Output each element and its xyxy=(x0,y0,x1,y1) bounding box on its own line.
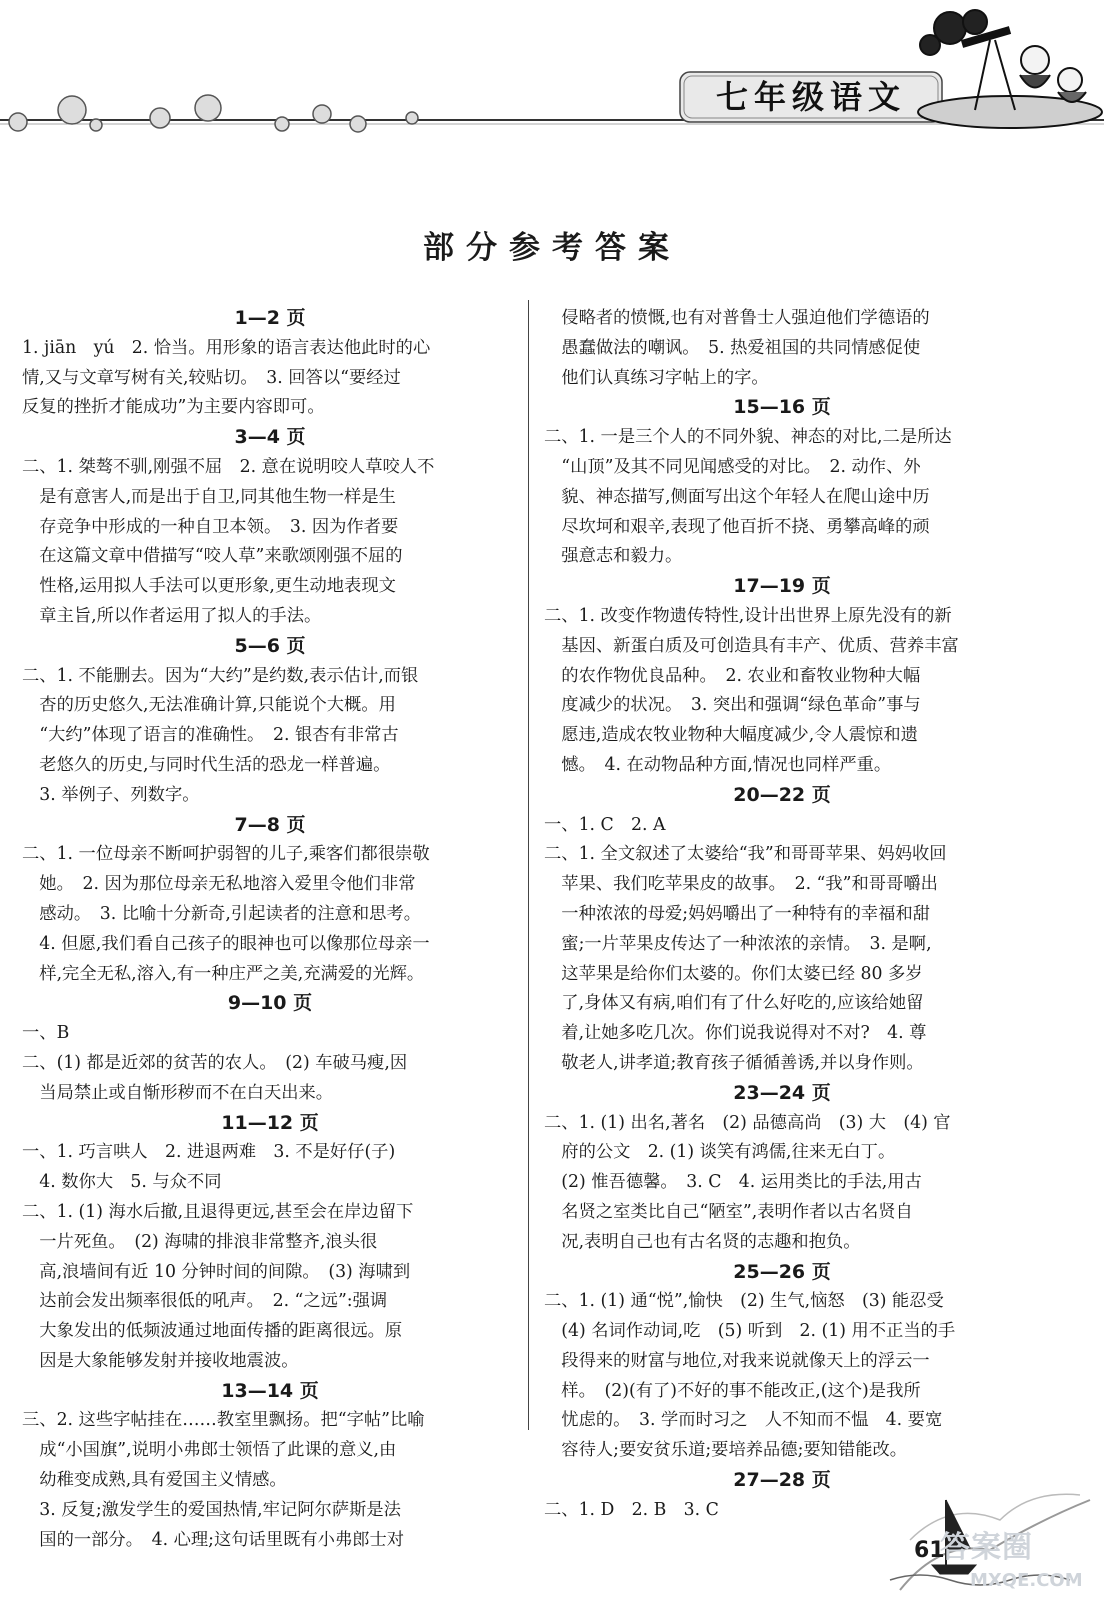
answer-line: 感动。 3. 比喻十分新奇,引起读者的注意和思考。 xyxy=(22,903,422,924)
answer-line: 基因、新蛋白质及可创造具有丰产、优质、营养丰富 xyxy=(544,635,959,656)
answer-line: 况,表明自己也有古名贤的志趣和抱负。 xyxy=(544,1231,861,1252)
section-heading: 15—16 页 xyxy=(733,396,831,419)
answer-line: 这苹果是给你们太婆的。你们太婆已经 80 多岁 xyxy=(544,963,923,984)
section-heading: 5—6 页 xyxy=(234,634,306,657)
answer-line: 1. jiān yú 2. 恰当。用形象的语言表达他此时的心 xyxy=(22,337,431,358)
answer-line: 一、B xyxy=(22,1023,70,1044)
answer-line: 反复的挫折才能成功”为主要内容即可。 xyxy=(22,397,325,418)
section-heading: 20—22 页 xyxy=(733,783,831,806)
answer-line: 了,身体又有病,咱们有了什么好吃的,应该给她留 xyxy=(544,993,924,1014)
answer-line: 二、1. 改变作物遗传特性,设计出世界上原先没有的新 xyxy=(544,605,952,626)
answer-line: 国的一部分。 4. 心理;这句话里既有小弗郎士对 xyxy=(22,1529,405,1550)
answer-line: 愚蠢做法的嘲讽。 5. 热爱祖国的共同情感促使 xyxy=(544,337,921,358)
answer-line: 当局禁止或自惭形秽而不在白天出来。 xyxy=(22,1082,334,1103)
answer-line: 苹果、我们吃苹果皮的故事。 2. “我”和哥哥嚼出 xyxy=(544,874,938,895)
answer-line: 幼稚变成熟,具有爱国主义情感。 xyxy=(22,1470,287,1491)
answer-line: 存竞争中形成的一种自卫本领。 3. 因为作者要 xyxy=(22,516,399,537)
answer-line: 他们认真练习字帖上的字。 xyxy=(544,367,769,388)
answer-line: 二、1. (1) 通“悦”,愉快 (2) 生气,恼怒 (3) 能忍受 xyxy=(544,1291,944,1312)
watermark-logo: 答案圈 xyxy=(940,1530,1033,1565)
answer-line: 憾。 4. 在动物品种方面,情况也同样严重。 xyxy=(544,754,892,775)
answer-line: 性格,运用拟人手法可以更形象,更生动地表现文 xyxy=(22,576,396,597)
answer-line: 二、1. 一位母亲不断呵护弱智的儿子,乘客们都很崇敬 xyxy=(22,844,430,865)
watermark-url: MXQE.COM xyxy=(970,1570,1083,1591)
answer-line: 因是大象能够发射并接收地震波。 xyxy=(22,1350,299,1371)
answer-line: 蜜;一片苹果皮传达了一种浓浓的亲情。 3. 是啊, xyxy=(544,933,932,954)
answer-line: (4) 名词作动词,吃 (5) 听到 2. (1) 用不正当的手 xyxy=(544,1321,956,1342)
answer-line: 样。 (2)(有了)不好的事不能改正,(这个)是我所 xyxy=(544,1380,921,1401)
children-telescope-illustration xyxy=(918,10,1102,128)
answer-line: 三、2. 这些字帖挂在……教室里飘扬。把“字帖”比喻 xyxy=(22,1410,425,1431)
answer-line: 尽坎坷和艰辛,表现了他百折不挠、勇攀高峰的顽 xyxy=(544,516,930,537)
answer-line: 章主旨,所以作者运用了拟人的手法。 xyxy=(22,605,322,626)
answer-line: 府的公文 2. (1) 谈笑有鸿儒,往来无白丁。 xyxy=(544,1142,896,1163)
answer-line: 二、(1) 都是近郊的贫苦的农人。 (2) 车破马瘦,因 xyxy=(22,1052,408,1073)
answer-line: 4. 但愿,我们看自己孩子的眼神也可以像那位母亲一 xyxy=(22,933,430,954)
right-column xyxy=(544,304,1020,1526)
answer-line: 二、1. 全文叙述了太婆给“我”和哥哥苹果、妈妈收回 xyxy=(544,844,947,865)
section-heading: 9—10 页 xyxy=(227,992,313,1015)
answer-line: 二、1. 不能删去。因为“大约”是约数,表示估计,而银 xyxy=(22,665,419,686)
section-heading: 23—24 页 xyxy=(733,1081,831,1104)
answer-line: (2) 惟吾德馨。 3. C 4. 运用类比的手法,用古 xyxy=(544,1172,922,1193)
section-heading: 25—26 页 xyxy=(733,1260,831,1283)
section-heading: 13—14 页 xyxy=(221,1379,319,1402)
answer-line: 大象发出的低频波通过地面传播的距离很远。原 xyxy=(22,1321,403,1342)
answer-line: 一种浓浓的母爱;妈妈嚼出了一种特有的幸福和甜 xyxy=(544,903,931,924)
answer-line: 着,让她多吃几次。你们说我说得对不对? 4. 尊 xyxy=(544,1023,927,1044)
answer-line: 二、1. D 2. B 3. C xyxy=(544,1499,719,1520)
answer-line: 是有意害人,而是出于自卫,同其他生物一样是生 xyxy=(22,486,396,507)
subject-label: 七年级语文 xyxy=(715,78,906,116)
answer-line: 名贤之室类比自己“陋室”,表明作者以古名贤自 xyxy=(544,1201,913,1222)
answer-line: 二、1. (1) 海水后撤,且退得更远,甚至会在岸边留下 xyxy=(22,1201,414,1222)
bubble-ornaments xyxy=(9,95,418,132)
answer-line: 一、1. C 2. A xyxy=(544,814,666,835)
section-heading: 1—2 页 xyxy=(234,307,306,329)
answer-line: 达前会发出频率很低的吼声。 2. “之远”:强调 xyxy=(22,1291,388,1312)
answer-line: 老悠久的历史,与同时代生活的恐龙一样普遍。 xyxy=(22,754,391,775)
page-number: 61 xyxy=(914,1538,945,1563)
answer-line: 段得来的财富与地位,对我来说就像天上的浮云一 xyxy=(544,1350,930,1371)
answer-line: 二、1. 一是三个人的不同外貌、神态的对比,二是所达 xyxy=(544,427,952,448)
answer-line: “山顶”及其不同见闻感受的对比。 2. 动作、外 xyxy=(544,456,921,477)
answer-line: 侵略者的愤慨,也有对普鲁士人强迫他们学德语的 xyxy=(544,308,930,328)
answer-line: 4. 数你大 5. 与众不同 xyxy=(22,1172,222,1193)
answer-line: 强意志和毅力。 xyxy=(544,546,683,567)
column-divider xyxy=(528,300,529,1430)
answer-line: 忧虑的。 3. 学而时习之 人不知而不愠 4. 要宽 xyxy=(544,1410,943,1431)
answer-line: 她。 2. 因为那位母亲无私地溶入爱里令他们非常 xyxy=(22,874,416,895)
answer-line: 度减少的状况。 3. 突出和强调“绿色革命”事与 xyxy=(544,695,921,716)
answer-line: 成“小国旗”,说明小弗郎士领悟了此课的意义,由 xyxy=(22,1440,397,1461)
answer-line: 敬老人,讲孝道;教育孩子循循善诱,并以身作则。 xyxy=(544,1052,924,1073)
answer-line: 貌、神态描写,侧面写出这个年轻人在爬山途中历 xyxy=(544,486,930,507)
section-heading: 11—12 页 xyxy=(221,1111,319,1134)
answer-line: 愿违,造成农牧业物种大幅度减少,令人震惊和遗 xyxy=(544,725,918,746)
answer-line: 在这篇文章中借描写“咬人草”来歌颂刚强不屈的 xyxy=(22,546,403,567)
section-heading: 7—8 页 xyxy=(234,813,306,836)
answer-line: 高,浪墙间有近 10 分钟时间的间隙。 (3) 海啸到 xyxy=(22,1261,411,1282)
answer-line: 3. 举例子、列数字。 xyxy=(22,784,200,805)
answer-line: 二、1. 桀骜不驯,刚强不屈 2. 意在说明咬人草咬人不 xyxy=(22,456,435,477)
answer-line: 杏的历史悠久,无法准确计算,只能说个大概。用 xyxy=(22,695,396,716)
section-heading: 27—28 页 xyxy=(733,1469,831,1492)
section-heading: 17—19 页 xyxy=(733,575,831,598)
answer-line: “大约”体现了语言的准确性。 2. 银杏有非常古 xyxy=(22,725,399,746)
answer-line: 二、1. (1) 出名,著名 (2) 品德高尚 (3) 大 (4) 官 xyxy=(544,1112,951,1133)
answer-line: 一、1. 巧言哄人 2. 进退两难 3. 不是好仔(子) xyxy=(22,1142,396,1163)
answer-line: 容待人;要安贫乐道;要培养品德;要知错能改。 xyxy=(544,1440,908,1461)
answer-line: 情,又与文章写树有关,较贴切。 3. 回答以“要经过 xyxy=(22,367,401,388)
page-title: 部分参考答案 xyxy=(423,230,681,266)
answer-line: 的农作物优良品种。 2. 农业和畜牧业物种大幅 xyxy=(544,665,921,686)
answer-line: 一片死鱼。 (2) 海啸的排浪非常整齐,浪头很 xyxy=(22,1231,378,1252)
answer-line: 样,完全无私,溶入,有一种庄严之美,充满爱的光辉。 xyxy=(22,963,425,984)
section-heading: 3—4 页 xyxy=(234,426,306,449)
left-column xyxy=(22,304,518,1555)
answer-line: 3. 反复;激发学生的爱国热情,牢记阿尔萨斯是法 xyxy=(22,1499,401,1520)
header-decoration xyxy=(0,0,1104,150)
